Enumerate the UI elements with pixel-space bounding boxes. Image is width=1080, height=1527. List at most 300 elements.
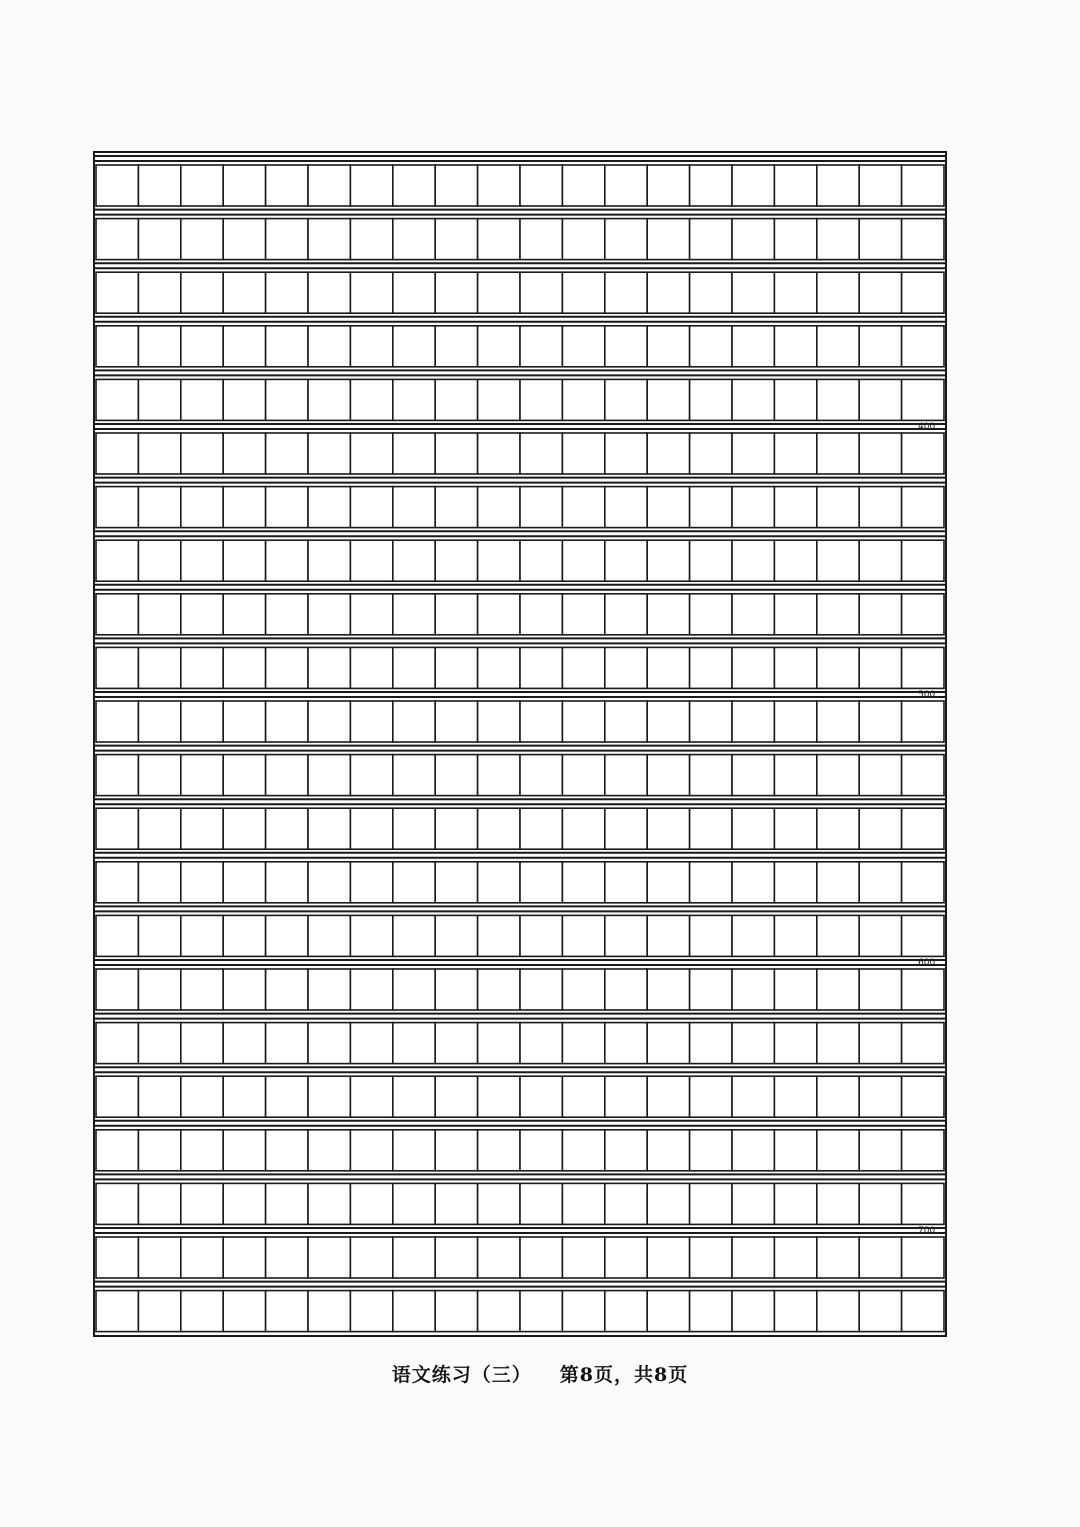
grid-cell[interactable] xyxy=(266,862,308,903)
grid-cell[interactable] xyxy=(223,915,265,956)
grid-cell[interactable] xyxy=(774,433,816,474)
grid-cell[interactable] xyxy=(393,1237,435,1278)
grid-cell[interactable] xyxy=(605,1076,647,1117)
grid-cell[interactable] xyxy=(138,647,180,688)
grid-cell[interactable] xyxy=(732,219,774,260)
grid-cell[interactable] xyxy=(393,1023,435,1064)
grid-cell[interactable] xyxy=(435,594,477,635)
grid-cell[interactable] xyxy=(138,1183,180,1224)
grid-cell[interactable] xyxy=(223,1130,265,1171)
grid-cell[interactable] xyxy=(774,915,816,956)
grid-cell[interactable] xyxy=(393,487,435,528)
grid-cell[interactable] xyxy=(478,862,520,903)
grid-cell[interactable] xyxy=(350,647,392,688)
grid-cell[interactable] xyxy=(605,379,647,420)
grid-cell[interactable] xyxy=(393,862,435,903)
grid-cell[interactable] xyxy=(732,272,774,313)
grid-cell[interactable] xyxy=(96,1237,138,1278)
grid-cell[interactable] xyxy=(393,647,435,688)
grid-cell[interactable] xyxy=(350,487,392,528)
grid-cell[interactable] xyxy=(562,326,604,367)
grid-cell[interactable] xyxy=(223,1183,265,1224)
grid-cell[interactable] xyxy=(478,165,520,206)
grid-cell[interactable] xyxy=(647,701,689,742)
grid-cell[interactable] xyxy=(223,701,265,742)
grid-cell[interactable] xyxy=(647,540,689,581)
grid-cell[interactable] xyxy=(690,1237,732,1278)
grid-cell[interactable] xyxy=(520,272,562,313)
grid-cell[interactable] xyxy=(647,1291,689,1332)
grid-cell[interactable] xyxy=(774,272,816,313)
grid-cell[interactable] xyxy=(308,647,350,688)
grid-cell[interactable] xyxy=(223,540,265,581)
grid-cell[interactable] xyxy=(350,1183,392,1224)
grid-cell[interactable] xyxy=(435,379,477,420)
grid-cell[interactable] xyxy=(605,1291,647,1332)
grid-cell[interactable] xyxy=(902,165,944,206)
grid-cell[interactable] xyxy=(181,165,223,206)
grid-cell[interactable] xyxy=(774,1183,816,1224)
grid-cell[interactable] xyxy=(732,755,774,796)
grid-cell[interactable] xyxy=(690,755,732,796)
grid-cell[interactable] xyxy=(435,1237,477,1278)
grid-cell[interactable] xyxy=(774,755,816,796)
grid-cell[interactable] xyxy=(223,1023,265,1064)
grid-cell[interactable] xyxy=(266,1076,308,1117)
grid-cell[interactable] xyxy=(138,808,180,849)
grid-cell[interactable] xyxy=(732,808,774,849)
grid-cell[interactable] xyxy=(902,755,944,796)
grid-cell[interactable] xyxy=(96,1130,138,1171)
grid-cell[interactable] xyxy=(308,219,350,260)
grid-cell[interactable] xyxy=(690,915,732,956)
grid-cell[interactable] xyxy=(562,1023,604,1064)
grid-cell[interactable] xyxy=(647,647,689,688)
grid-cell[interactable] xyxy=(478,1237,520,1278)
grid-cell[interactable] xyxy=(520,915,562,956)
grid-cell[interactable] xyxy=(817,808,859,849)
grid-cell[interactable] xyxy=(308,326,350,367)
grid-cell[interactable] xyxy=(690,1130,732,1171)
grid-cell[interactable] xyxy=(138,701,180,742)
grid-cell[interactable] xyxy=(266,755,308,796)
grid-cell[interactable] xyxy=(478,219,520,260)
grid-cell[interactable] xyxy=(605,808,647,849)
grid-cell[interactable] xyxy=(647,755,689,796)
grid-cell[interactable] xyxy=(393,1076,435,1117)
grid-cell[interactable] xyxy=(435,540,477,581)
grid-cell[interactable] xyxy=(478,755,520,796)
grid-cell[interactable] xyxy=(859,1183,901,1224)
grid-cell[interactable] xyxy=(223,487,265,528)
grid-cell[interactable] xyxy=(562,1076,604,1117)
grid-cell[interactable] xyxy=(520,1291,562,1332)
grid-cell[interactable] xyxy=(562,808,604,849)
grid-cell[interactable] xyxy=(266,1183,308,1224)
grid-cell[interactable] xyxy=(266,1291,308,1332)
grid-cell[interactable] xyxy=(350,1130,392,1171)
grid-cell[interactable] xyxy=(605,165,647,206)
grid-cell[interactable] xyxy=(393,433,435,474)
grid-cell[interactable] xyxy=(266,165,308,206)
grid-cell[interactable] xyxy=(859,755,901,796)
grid-cell[interactable] xyxy=(138,219,180,260)
grid-cell[interactable] xyxy=(817,915,859,956)
grid-cell[interactable] xyxy=(308,1023,350,1064)
grid-cell[interactable] xyxy=(138,1291,180,1332)
grid-cell[interactable] xyxy=(817,647,859,688)
grid-cell[interactable] xyxy=(478,1076,520,1117)
grid-cell[interactable] xyxy=(817,165,859,206)
grid-cell[interactable] xyxy=(181,594,223,635)
grid-cell[interactable] xyxy=(478,326,520,367)
grid-cell[interactable] xyxy=(520,379,562,420)
grid-cell[interactable] xyxy=(562,862,604,903)
grid-cell[interactable] xyxy=(605,755,647,796)
grid-cell[interactable] xyxy=(859,1023,901,1064)
grid-cell[interactable] xyxy=(774,540,816,581)
grid-cell[interactable] xyxy=(902,540,944,581)
grid-cell[interactable] xyxy=(520,326,562,367)
grid-cell[interactable] xyxy=(138,165,180,206)
grid-cell[interactable] xyxy=(266,379,308,420)
grid-cell[interactable] xyxy=(859,1130,901,1171)
grid-cell[interactable] xyxy=(478,433,520,474)
grid-cell[interactable] xyxy=(647,165,689,206)
grid-cell[interactable] xyxy=(520,701,562,742)
grid-cell[interactable] xyxy=(308,1291,350,1332)
grid-cell[interactable] xyxy=(774,701,816,742)
grid-cell[interactable] xyxy=(223,433,265,474)
grid-cell[interactable] xyxy=(393,755,435,796)
grid-cell[interactable] xyxy=(308,433,350,474)
grid-cell[interactable] xyxy=(690,808,732,849)
grid-cell[interactable] xyxy=(817,1183,859,1224)
grid-cell[interactable] xyxy=(138,969,180,1010)
grid-cell[interactable] xyxy=(138,1076,180,1117)
grid-cell[interactable] xyxy=(181,219,223,260)
grid-cell[interactable] xyxy=(690,969,732,1010)
grid-cell[interactable] xyxy=(435,272,477,313)
grid-cell[interactable] xyxy=(181,1183,223,1224)
grid-cell[interactable] xyxy=(435,1076,477,1117)
grid-cell[interactable] xyxy=(96,647,138,688)
grid-cell[interactable] xyxy=(96,1076,138,1117)
grid-cell[interactable] xyxy=(520,755,562,796)
grid-cell[interactable] xyxy=(435,1183,477,1224)
grid-cell[interactable] xyxy=(96,594,138,635)
grid-cell[interactable] xyxy=(478,1291,520,1332)
grid-cell[interactable] xyxy=(647,915,689,956)
grid-cell[interactable] xyxy=(223,808,265,849)
grid-cell[interactable] xyxy=(308,915,350,956)
grid-cell[interactable] xyxy=(647,862,689,903)
grid-cell[interactable] xyxy=(817,219,859,260)
grid-cell[interactable] xyxy=(181,862,223,903)
grid-cell[interactable] xyxy=(308,1130,350,1171)
grid-cell[interactable] xyxy=(435,165,477,206)
grid-cell[interactable] xyxy=(393,540,435,581)
grid-cell[interactable] xyxy=(478,701,520,742)
grid-cell[interactable] xyxy=(435,1023,477,1064)
grid-cell[interactable] xyxy=(817,326,859,367)
grid-cell[interactable] xyxy=(605,969,647,1010)
grid-cell[interactable] xyxy=(520,165,562,206)
grid-cell[interactable] xyxy=(690,219,732,260)
grid-cell[interactable] xyxy=(520,1237,562,1278)
grid-cell[interactable] xyxy=(96,969,138,1010)
grid-cell[interactable] xyxy=(478,808,520,849)
grid-cell[interactable] xyxy=(817,1237,859,1278)
grid-cell[interactable] xyxy=(774,1291,816,1332)
grid-cell[interactable] xyxy=(732,701,774,742)
grid-cell[interactable] xyxy=(690,1291,732,1332)
grid-cell[interactable] xyxy=(520,219,562,260)
grid-cell[interactable] xyxy=(774,647,816,688)
grid-cell[interactable] xyxy=(605,219,647,260)
grid-cell[interactable] xyxy=(393,272,435,313)
grid-cell[interactable] xyxy=(266,1237,308,1278)
grid-cell[interactable] xyxy=(435,487,477,528)
grid-cell[interactable] xyxy=(774,219,816,260)
grid-cell[interactable] xyxy=(138,540,180,581)
grid-cell[interactable] xyxy=(138,379,180,420)
grid-cell[interactable] xyxy=(859,1076,901,1117)
grid-cell[interactable] xyxy=(350,165,392,206)
grid-cell[interactable] xyxy=(350,219,392,260)
grid-cell[interactable] xyxy=(181,701,223,742)
grid-cell[interactable] xyxy=(647,1183,689,1224)
grid-cell[interactable] xyxy=(181,647,223,688)
grid-cell[interactable] xyxy=(96,433,138,474)
grid-cell[interactable] xyxy=(478,647,520,688)
grid-cell[interactable] xyxy=(520,1183,562,1224)
grid-cell[interactable] xyxy=(181,1076,223,1117)
grid-cell[interactable] xyxy=(223,755,265,796)
grid-cell[interactable] xyxy=(817,1023,859,1064)
grid-cell[interactable] xyxy=(223,326,265,367)
grid-cell[interactable] xyxy=(902,594,944,635)
grid-cell[interactable] xyxy=(690,540,732,581)
grid-cell[interactable] xyxy=(223,1291,265,1332)
grid-cell[interactable] xyxy=(902,862,944,903)
grid-cell[interactable] xyxy=(562,969,604,1010)
grid-cell[interactable] xyxy=(138,1237,180,1278)
grid-cell[interactable] xyxy=(690,165,732,206)
grid-cell[interactable] xyxy=(732,487,774,528)
grid-cell[interactable] xyxy=(817,379,859,420)
grid-cell[interactable] xyxy=(223,165,265,206)
grid-cell[interactable] xyxy=(478,1183,520,1224)
grid-cell[interactable] xyxy=(96,1183,138,1224)
grid-cell[interactable] xyxy=(732,1076,774,1117)
grid-cell[interactable] xyxy=(181,272,223,313)
grid-cell[interactable] xyxy=(393,1130,435,1171)
grid-cell[interactable] xyxy=(520,808,562,849)
grid-cell[interactable] xyxy=(96,862,138,903)
grid-cell[interactable] xyxy=(859,433,901,474)
grid-cell[interactable] xyxy=(774,1076,816,1117)
grid-cell[interactable] xyxy=(350,969,392,1010)
grid-cell[interactable] xyxy=(478,540,520,581)
grid-cell[interactable] xyxy=(308,379,350,420)
grid-cell[interactable] xyxy=(817,701,859,742)
grid-cell[interactable] xyxy=(690,1076,732,1117)
grid-cell[interactable] xyxy=(138,326,180,367)
grid-cell[interactable] xyxy=(859,969,901,1010)
grid-cell[interactable] xyxy=(266,1023,308,1064)
grid-cell[interactable] xyxy=(562,272,604,313)
grid-cell[interactable] xyxy=(350,326,392,367)
grid-cell[interactable] xyxy=(520,433,562,474)
grid-cell[interactable] xyxy=(308,969,350,1010)
grid-cell[interactable] xyxy=(520,969,562,1010)
grid-cell[interactable] xyxy=(690,1183,732,1224)
grid-cell[interactable] xyxy=(223,272,265,313)
grid-cell[interactable] xyxy=(690,272,732,313)
grid-cell[interactable] xyxy=(817,1291,859,1332)
grid-cell[interactable] xyxy=(350,272,392,313)
grid-cell[interactable] xyxy=(266,272,308,313)
grid-cell[interactable] xyxy=(562,1291,604,1332)
grid-cell[interactable] xyxy=(562,487,604,528)
grid-cell[interactable] xyxy=(859,808,901,849)
grid-cell[interactable] xyxy=(181,379,223,420)
grid-cell[interactable] xyxy=(181,1237,223,1278)
grid-cell[interactable] xyxy=(478,969,520,1010)
grid-cell[interactable] xyxy=(647,1076,689,1117)
grid-cell[interactable] xyxy=(393,915,435,956)
grid-cell[interactable] xyxy=(902,379,944,420)
grid-cell[interactable] xyxy=(605,915,647,956)
grid-cell[interactable] xyxy=(859,326,901,367)
grid-cell[interactable] xyxy=(774,808,816,849)
grid-cell[interactable] xyxy=(605,647,647,688)
grid-cell[interactable] xyxy=(562,433,604,474)
grid-cell[interactable] xyxy=(902,1237,944,1278)
grid-cell[interactable] xyxy=(902,1291,944,1332)
grid-cell[interactable] xyxy=(859,647,901,688)
grid-cell[interactable] xyxy=(138,755,180,796)
grid-cell[interactable] xyxy=(647,1237,689,1278)
grid-cell[interactable] xyxy=(478,594,520,635)
grid-cell[interactable] xyxy=(859,1237,901,1278)
grid-cell[interactable] xyxy=(308,487,350,528)
grid-cell[interactable] xyxy=(817,487,859,528)
grid-cell[interactable] xyxy=(393,969,435,1010)
grid-cell[interactable] xyxy=(181,540,223,581)
grid-cell[interactable] xyxy=(308,540,350,581)
grid-cell[interactable] xyxy=(520,1023,562,1064)
grid-cell[interactable] xyxy=(96,701,138,742)
grid-cell[interactable] xyxy=(817,755,859,796)
grid-cell[interactable] xyxy=(266,540,308,581)
grid-cell[interactable] xyxy=(690,433,732,474)
grid-cell[interactable] xyxy=(817,433,859,474)
grid-cell[interactable] xyxy=(350,1237,392,1278)
grid-cell[interactable] xyxy=(605,594,647,635)
grid-cell[interactable] xyxy=(817,272,859,313)
grid-cell[interactable] xyxy=(520,647,562,688)
grid-cell[interactable] xyxy=(96,808,138,849)
grid-cell[interactable] xyxy=(647,219,689,260)
grid-cell[interactable] xyxy=(774,862,816,903)
grid-cell[interactable] xyxy=(478,379,520,420)
grid-cell[interactable] xyxy=(647,1023,689,1064)
grid-cell[interactable] xyxy=(690,594,732,635)
grid-cell[interactable] xyxy=(690,1023,732,1064)
grid-cell[interactable] xyxy=(859,862,901,903)
grid-cell[interactable] xyxy=(774,1237,816,1278)
grid-cell[interactable] xyxy=(223,1237,265,1278)
grid-cell[interactable] xyxy=(435,647,477,688)
grid-cell[interactable] xyxy=(562,165,604,206)
grid-cell[interactable] xyxy=(902,272,944,313)
grid-cell[interactable] xyxy=(902,915,944,956)
grid-cell[interactable] xyxy=(393,326,435,367)
grid-cell[interactable] xyxy=(350,540,392,581)
grid-cell[interactable] xyxy=(435,219,477,260)
grid-cell[interactable] xyxy=(902,647,944,688)
grid-cell[interactable] xyxy=(266,433,308,474)
grid-cell[interactable] xyxy=(817,1130,859,1171)
grid-cell[interactable] xyxy=(902,1076,944,1117)
grid-cell[interactable] xyxy=(350,1076,392,1117)
grid-cell[interactable] xyxy=(266,915,308,956)
grid-cell[interactable] xyxy=(605,1237,647,1278)
grid-cell[interactable] xyxy=(774,1023,816,1064)
grid-cell[interactable] xyxy=(266,219,308,260)
grid-cell[interactable] xyxy=(859,165,901,206)
grid-cell[interactable] xyxy=(350,594,392,635)
grid-cell[interactable] xyxy=(96,1291,138,1332)
grid-cell[interactable] xyxy=(308,1076,350,1117)
grid-cell[interactable] xyxy=(732,433,774,474)
grid-cell[interactable] xyxy=(435,808,477,849)
grid-cell[interactable] xyxy=(647,594,689,635)
grid-cell[interactable] xyxy=(223,647,265,688)
grid-cell[interactable] xyxy=(96,1023,138,1064)
grid-cell[interactable] xyxy=(308,1237,350,1278)
grid-cell[interactable] xyxy=(138,1130,180,1171)
grid-cell[interactable] xyxy=(435,326,477,367)
grid-cell[interactable] xyxy=(308,755,350,796)
grid-cell[interactable] xyxy=(266,594,308,635)
grid-cell[interactable] xyxy=(96,165,138,206)
grid-cell[interactable] xyxy=(562,1130,604,1171)
grid-cell[interactable] xyxy=(774,326,816,367)
grid-cell[interactable] xyxy=(266,326,308,367)
grid-cell[interactable] xyxy=(435,701,477,742)
grid-cell[interactable] xyxy=(350,915,392,956)
grid-cell[interactable] xyxy=(562,647,604,688)
grid-cell[interactable] xyxy=(690,326,732,367)
grid-cell[interactable] xyxy=(732,540,774,581)
grid-cell[interactable] xyxy=(96,487,138,528)
grid-cell[interactable] xyxy=(520,1076,562,1117)
grid-cell[interactable] xyxy=(181,433,223,474)
grid-cell[interactable] xyxy=(138,862,180,903)
grid-cell[interactable] xyxy=(393,808,435,849)
grid-cell[interactable] xyxy=(774,379,816,420)
grid-cell[interactable] xyxy=(647,379,689,420)
grid-cell[interactable] xyxy=(435,755,477,796)
grid-cell[interactable] xyxy=(520,594,562,635)
grid-cell[interactable] xyxy=(138,433,180,474)
grid-cell[interactable] xyxy=(96,755,138,796)
grid-cell[interactable] xyxy=(605,862,647,903)
grid-cell[interactable] xyxy=(647,487,689,528)
